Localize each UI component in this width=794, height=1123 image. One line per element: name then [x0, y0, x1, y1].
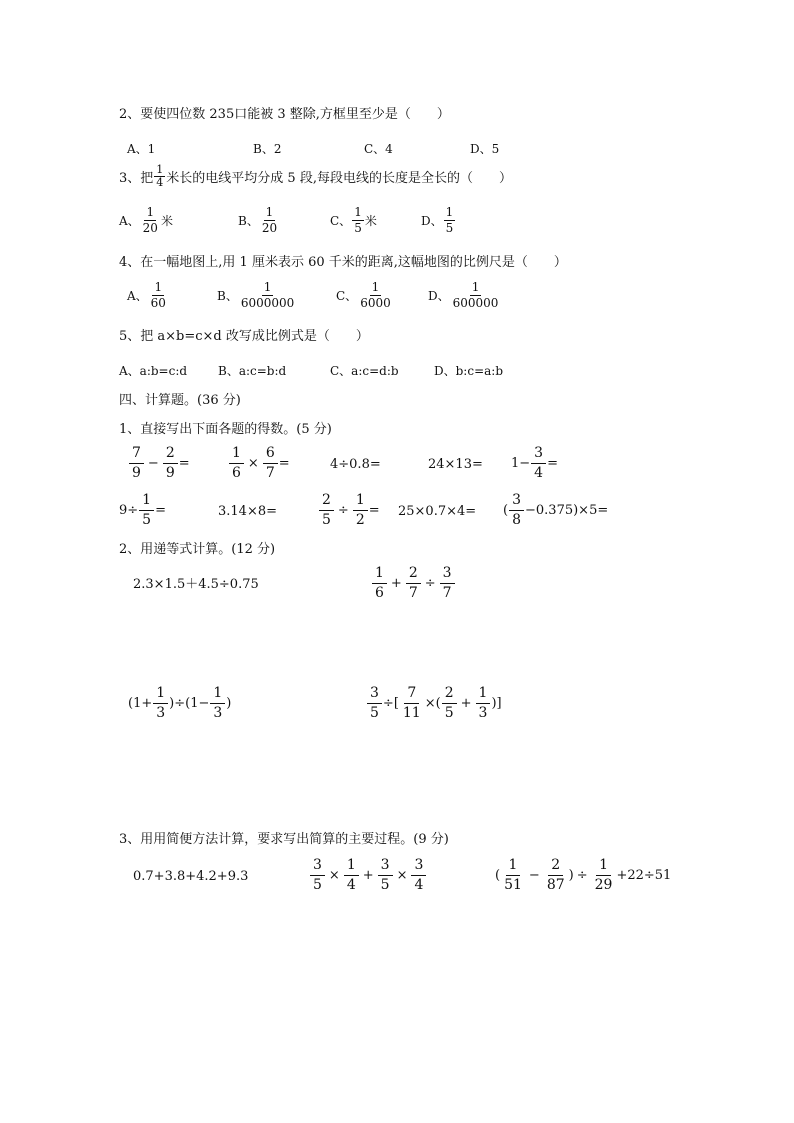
- p2-expr-3: (1+ $\frac{1}{3}$ )÷(1− $\frac{1}{3}$ ): [128, 685, 232, 721]
- q2-option-a[interactable]: A、1: [127, 142, 156, 156]
- q3-option-b-fraction: $\frac{1}{20}$: [261, 205, 278, 235]
- q3-prefix: 3、把: [119, 171, 154, 186]
- p1-r2-expr-3: $\frac{2}{5}$ ÷ $\frac{1}{2}$ =: [318, 491, 380, 530]
- q4-option-c[interactable]: C、 $\frac{1}{6000}$: [336, 280, 391, 310]
- q4-option-b-fraction: $\frac{1}{6000000}$: [240, 280, 295, 310]
- q5-option-a[interactable]: A、a:b=c:d: [119, 364, 188, 378]
- p1-r2-expr-1: 9÷ $\frac{1}{5}$ =: [119, 492, 166, 528]
- p1-r1-expr-1: $\frac{7}{9}$ − $\frac{2}{9}$ =: [128, 444, 190, 483]
- q4-option-a[interactable]: A、 $\frac{1}{60}$: [127, 280, 166, 310]
- q4-option-b[interactable]: B、 $\frac{1}{6000000}$: [217, 280, 295, 310]
- p2-expr-4: $\frac{3}{5}$ ÷[ $\frac{7}{11}$ ×( $\frac{2}{5}$ + $\frac{1}{3}$ )]: [366, 684, 502, 723]
- q3-option-a[interactable]: A、 $\frac{1}{20}$ 米: [119, 205, 173, 235]
- p3-expr-2: $\frac{3}{5}$ × $\frac{1}{4}$ + $\frac{3}{5}$ × $\frac{3}{4}$: [309, 856, 427, 895]
- p1-r1-expr-3: 4÷0.8=: [330, 457, 381, 472]
- p2-expr-1: 2.3×1.5＋4.5÷0.75: [133, 577, 259, 592]
- q4-option-a-fraction: $\frac{1}{60}$: [150, 280, 166, 310]
- p1-r2-expr-5: ( $\frac{3}{8}$ −0.375)×5=: [503, 492, 609, 528]
- q2-option-c[interactable]: C、4: [364, 142, 393, 156]
- p2-expr-2: $\frac{1}{6}$ + $\frac{2}{7}$ ÷ $\frac{3}{7}$: [371, 564, 456, 603]
- section-4-title: 四、计算题。(36 分): [119, 393, 241, 408]
- q4-option-c-fraction: $\frac{1}{6000}$: [360, 280, 391, 310]
- q3-option-b[interactable]: B、 $\frac{1}{20}$: [238, 205, 278, 235]
- q3-fraction: $\frac{1}{4}$: [156, 163, 164, 189]
- q3-suffix: 米长的电线平均分成 5 段,每段电线的长度是全长的（ ）: [166, 171, 512, 186]
- p1-r1-expr-4: 24×13=: [428, 457, 483, 472]
- question-2-stem: 2、要使四位数 235口能被 3 整除,方框里至少是（ ）: [119, 107, 450, 122]
- question-4-stem: 4、在一幅地图上,用 1 厘米表示 60 千米的距离,这幅地图的比例尺是（ ）: [119, 255, 567, 270]
- q5-option-b[interactable]: B、a:c=b:d: [218, 364, 287, 378]
- q3-option-d-fraction: $\frac{1}{5}$: [445, 205, 454, 235]
- q4-option-d[interactable]: D、 $\frac{1}{600000}$: [428, 280, 499, 310]
- p3-expr-3: ( $\frac{1}{51}$ − $\frac{2}{87}$ ) ÷ $\frac{1}{29}$ +22÷51: [495, 857, 672, 893]
- p3-expr-1: 0.7+3.8+4.2+9.3: [133, 869, 249, 884]
- part-1-title: 1、直接写出下面各题的得数。(5 分): [119, 422, 332, 437]
- q5-option-d[interactable]: D、b:c=a:b: [434, 364, 504, 378]
- part-2-title: 2、用递等式计算。(12 分): [119, 542, 276, 557]
- p1-r1-expr-5: 1− $\frac{3}{4}$ =: [511, 445, 558, 481]
- q4-option-d-fraction: $\frac{1}{600000}$: [452, 280, 499, 310]
- q2-option-b[interactable]: B、2: [253, 142, 282, 156]
- q3-option-c[interactable]: C、 $\frac{1}{5}$ 米: [330, 205, 377, 235]
- question-3-stem: [119, 164, 512, 189]
- q3-option-a-fraction: $\frac{1}{20}$: [142, 205, 158, 235]
- question-5-stem: 5、把 a×b=c×d 改写成比例式是（ ）: [119, 329, 369, 344]
- part-3-title: 3、用用简便方法计算，要求写出简算的主要过程。(9 分): [119, 832, 449, 847]
- q2-option-d[interactable]: D、5: [470, 142, 500, 156]
- p1-r2-expr-4: 25×0.7×4=: [398, 504, 477, 519]
- p1-r2-expr-2: 3.14×8=: [218, 504, 278, 519]
- q5-option-c[interactable]: C、a:c=d:b: [330, 364, 399, 378]
- q3-option-c-fraction: $\frac{1}{5}$: [354, 205, 362, 235]
- q3-option-d[interactable]: D、 $\frac{1}{5}$: [421, 205, 454, 235]
- p1-r1-expr-2: $\frac{1}{6}$ × $\frac{6}{7}$ =: [228, 444, 290, 483]
